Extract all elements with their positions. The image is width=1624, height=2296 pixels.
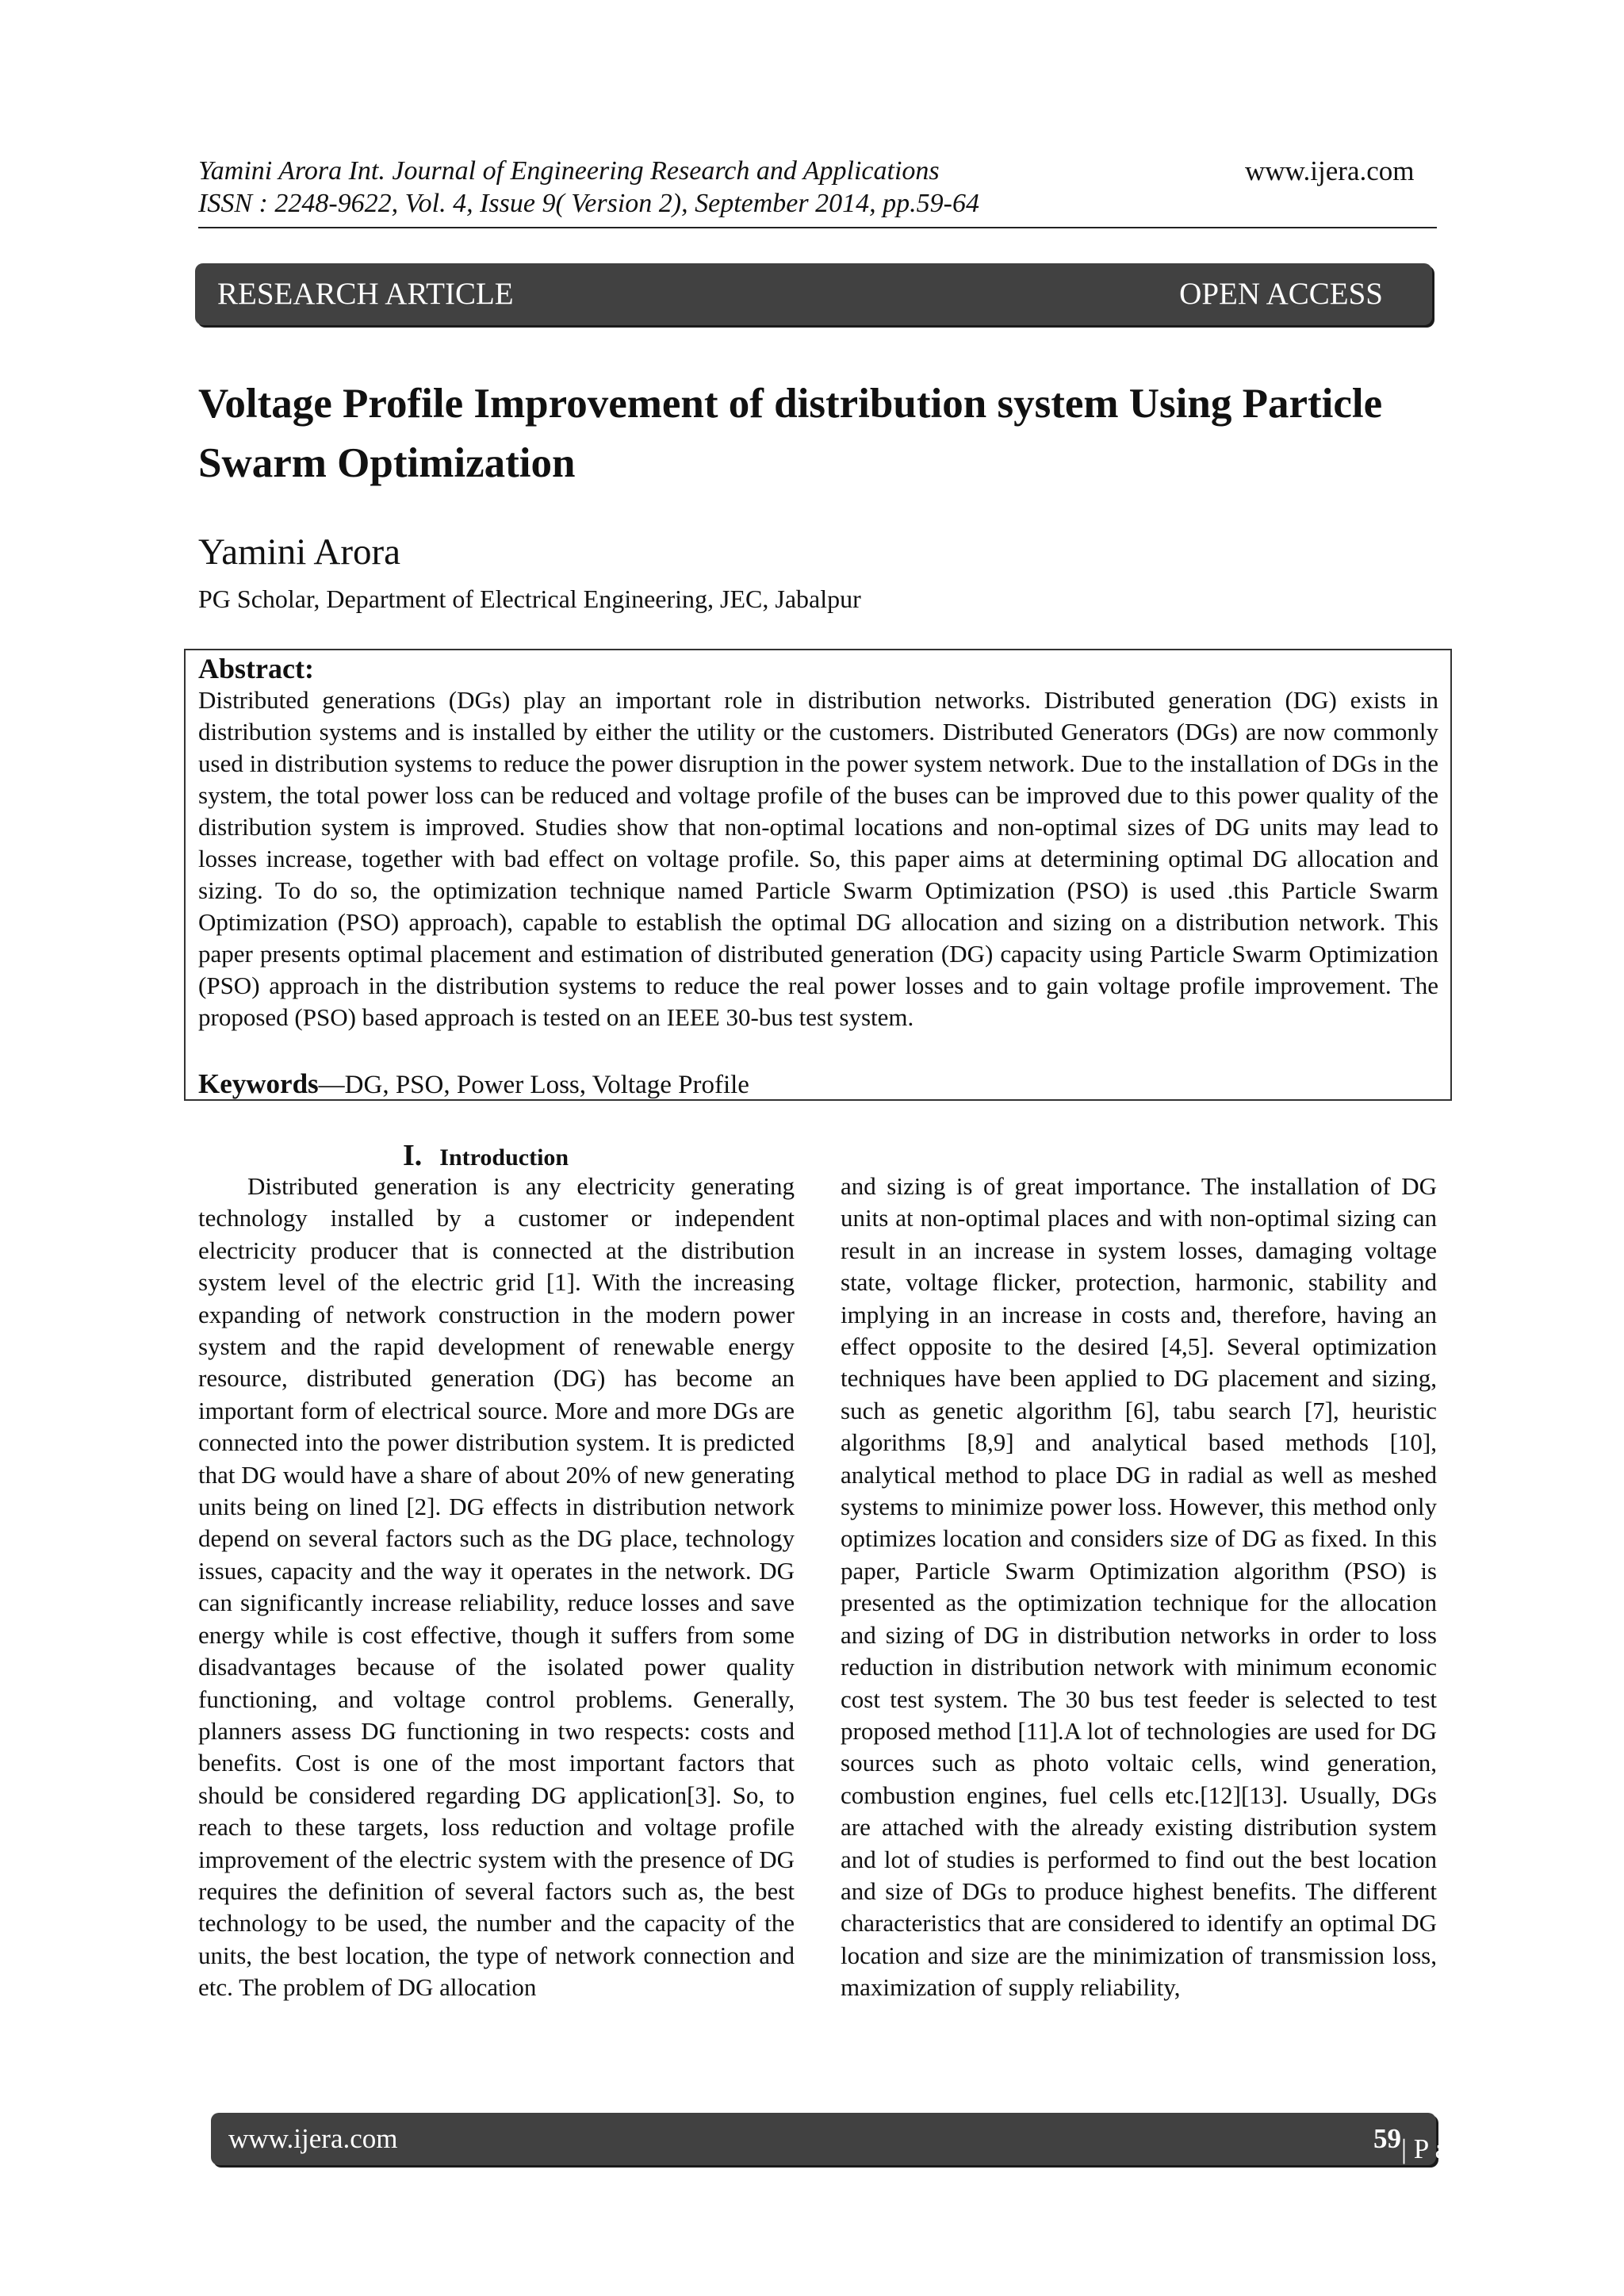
page-footer [211,2113,1488,2165]
body-right-column: and sizing is of great importance. The installation of DG units at non-optimal places and with non-optimal sizing can result in an increase in system losses, damaging voltage state, voltage flicker, protection, harmonic, stability and implying in an increase in costs and, therefore, having an effect opposite to the desired [4,5]. Several optimization techniques have been applied to DG placement and sizing, such as genetic algorithm [6], tabu search [7], heuristic algorithms [8,9] and analytical based methods [10], analytical method to place DG in radial as well as meshed systems to minimize power loss. However, this method only optimizes location and considers size of DG as fixed. In this paper, Particle Swarm Optimization algorithm (PSO) is presented as the optimization technique for the allocation and sizing of DG in distribution networks in order to loss reduction in distribution network with minimum economic cost test system. The 30 bus test feeder is selected to test proposed method [11].A lot of technologies are used for DG sources such as photo voltaic cells, wind generation, combustion engines, fuel cells etc.[12][13]. Usually, DGs are attached with the already existing distribution system and lot of studies is performed to find out the best location and size of DGs to produce highest benefits. The different characteristics that are considered to identify an optimal DG location and size are the minimization of transmission loss, maximization of supply reliability, [841,1172,1437,2002]
abstract-heading: Abstract: [198,653,314,684]
paper-title: Voltage Profile Improvement of distribution system Using Particle Swarm Optimization [198,381,1383,486]
open-access-label: OPEN ACCESS [1179,277,1383,311]
header-website-link[interactable]: www.ijera.com [1245,155,1415,186]
footer-website-link[interactable]: www.ijera.com [228,2123,398,2154]
abstract-text: Distributed generations (DGs) play an important role in distribution networks. Distributed generation (DG) exists in distribution systems and is installed by either the utility or the customers. Distributed Generators (DGs) are now commonly used in distribution systems to reduce the power disruption in the power system network. Due to the installation of DGs in the system, the total power loss can be reduced and voltage profile of the buses can be improved due to this power quality of the distribution system is improved. Studies show that non-optimal locations and non-optimal sizes of DG units may lead to losses increase, together with bad effect on voltage profile. So, this paper aims at determining optimal DG allocation and sizing. To do so, the optimization technique named Particle Swarm Optimization (PSO) is used .this Particle Swarm Optimization (PSO) approach), capable to establish the optimal DG allocation and sizing on a distribution network. This paper presents optimal placement and estimation of distributed generation (DG) capacity using Particle Swarm Optimization (PSO) approach in the distribution systems to reduce the real power losses and to gain voltage profile improvement. The proposed (PSO) based approach is tested on an IEEE 30-bus test system. [198,686,1438,1031]
section-title: Introduction [439,1144,569,1171]
body-left-column: Distributed generation is any electricity generating technology installed by a customer or independent electricity producer that is connected at the distribution system level of the electric grid [1]. With the increasing expanding of network construction in the modern power system and the rapid development of renewable energy resource, distributed generation (DG) has become an important form of electrical source. More and more DGs are connected into the power distribution system. It is predicted that DG would have a share of about 20% of new generating units being on lined [2]. DG effects in distribution network depend on several factors such as the DG place, technology issues, capacity and the way it operates in the network. DG can significantly increase reliability, reduce losses and save energy while is cost effective, though it suffers from some disadvantages because of the isolated power quality functioning, and voltage control problems. Generally, planners assess DG functioning in two respects: costs and benefits. Cost is one of the most important factors that should be considered regarding DG application[3]. So, to reach to these targets, loss reduction and voltage profile improvement of the electric system with the presence of DG requires the definition of several factors such as, the best technology to be used, the number and the capacity of the units, the best location, the type of network connection and etc. The problem of DG allocation [198,1172,795,2002]
author-affiliation: PG Scholar, Department of Electrical Engineering, JEC, Jabalpur [198,585,861,613]
keywords-line [198,1068,749,1101]
keywords-label: Keywords [198,1068,319,1099]
page-number: 59 [1373,2123,1401,2154]
page-suffix: | P a g e [1401,2133,1488,2164]
page-number-label [1373,2123,1488,2164]
article-type-banner [195,263,1432,325]
journal-citation-line: Yamini Arora Int. Journal of Engineering Research and Applications [198,156,940,186]
research-article-label: RESEARCH ARTICLE [217,277,514,311]
author-name: Yamini Arora [198,531,401,573]
header-rule [198,227,1437,228]
issn-line: ISSN : 2248-9622, Vol. 4, Issue 9( Version 2), September 2014, pp.59-64 [198,189,979,218]
keywords-list: —DG, PSO, Power Loss, Voltage Profile [318,1071,749,1099]
section-number: I. [403,1139,423,1172]
